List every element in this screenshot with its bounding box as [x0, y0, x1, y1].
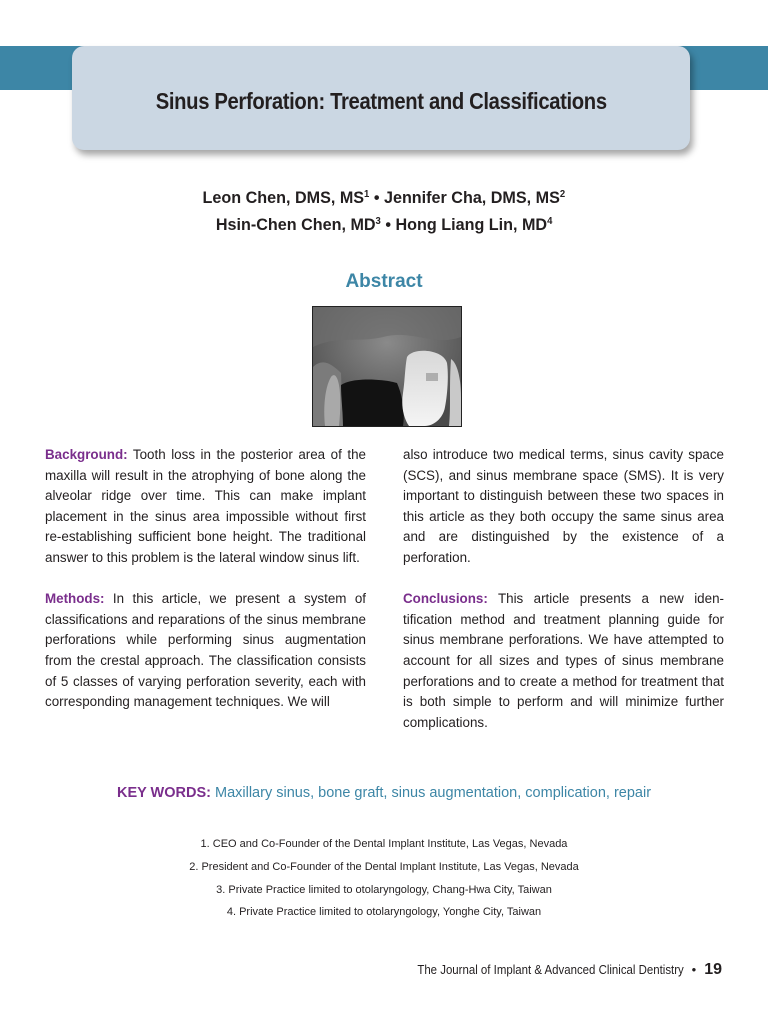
methods-continued-paragraph — [403, 445, 724, 569]
footer-bullet: • — [691, 962, 697, 977]
authors-line-2 — [0, 215, 768, 235]
affiliation-item: 3. Private Practice limited to otolaryngology, Chang-Hwa City, Taiwan — [216, 883, 552, 896]
keywords-label: KEY WORDS: — [116, 785, 211, 801]
methods-text: In this article, we present a system of classifications and reparations of the sinus membrane perforations while performing sinus augmentation from the crestal approach. The classification consists of 5 classes of varying perforation severity, each with corresponding management techniques. We will — [45, 591, 366, 710]
xray-graphic — [313, 307, 461, 426]
abstract-heading: Abstract — [345, 271, 423, 292]
conclusions-text: This article presents a new identification method and treatment planning guide for sinus membrane perforations. We have attempted to account for all sizes and types of sinus membrane perforations and to create a method for treatment that is both simple to perform and will minimize further complications. — [403, 591, 724, 730]
page-footer — [381, 961, 722, 979]
page-number: 19 — [704, 961, 722, 978]
background-text: Tooth loss in the posterior area of the maxilla will result in the atrophying of bone along the alveolar ridge over time. This can make implant placement in the sinus area impossible without first re-establishing sufficient bone height. The traditional answer to this problem is the lateral window sinus lift. — [45, 447, 366, 565]
conclusions-label: Conclusions: — [403, 591, 488, 607]
methods-text-continued: also introduce two medical terms, sinus cavity space (SCS), and sinus membrane space (SMS). It is very important to distinguish between these two spaces in this article as they both occupy the same sinus area and are distinguished by the existence of a perforation. — [403, 447, 724, 565]
keywords — [0, 785, 768, 801]
author-separator: • — [373, 188, 380, 207]
authors-line-1 — [0, 188, 768, 208]
background-label: Background: — [45, 447, 128, 462]
affiliations — [0, 833, 768, 924]
keywords-text: Maxillary sinus, bone graft, sinus augmentation, complication, repair — [215, 785, 652, 801]
methods-paragraph — [45, 589, 366, 713]
author-name: Hong Liang Lin, MD — [395, 215, 547, 234]
methods-label: Methods: — [45, 591, 105, 607]
title-box — [72, 46, 690, 150]
article-title: Sinus Perforation: Treatment and Classifications — [155, 87, 607, 114]
journal-name: The Journal of Implant & Advanced Clinical Dentistry — [417, 962, 684, 977]
dental-xray-image — [312, 306, 462, 427]
abstract-column-right — [403, 445, 724, 754]
author-affiliation-mark: 4 — [546, 216, 553, 227]
affiliation-item: 2. President and Co-Founder of the Dental Implant Institute, Las Vegas, Nevada — [189, 860, 579, 873]
author-name: Hsin-Chen Chen, MD — [215, 215, 376, 234]
background-paragraph — [45, 445, 366, 569]
author-name: Jennifer Cha, DMS, MS — [384, 188, 561, 207]
author-affiliation-mark: 3 — [375, 216, 381, 227]
conclusions-paragraph — [403, 589, 724, 733]
author-separator: • — [385, 215, 391, 234]
affiliation-item: 4. Private Practice limited to otolaryngology, Yonghe City, Taiwan — [226, 906, 542, 919]
affiliation-item: 1. CEO and Co-Founder of the Dental Implant Institute, Las Vegas, Nevada — [200, 838, 568, 850]
author-affiliation-mark: 2 — [560, 189, 566, 200]
author-name: Leon Chen, DMS, MS — [202, 188, 365, 207]
author-affiliation-mark: 1 — [364, 189, 370, 200]
abstract-column-left — [45, 445, 366, 733]
